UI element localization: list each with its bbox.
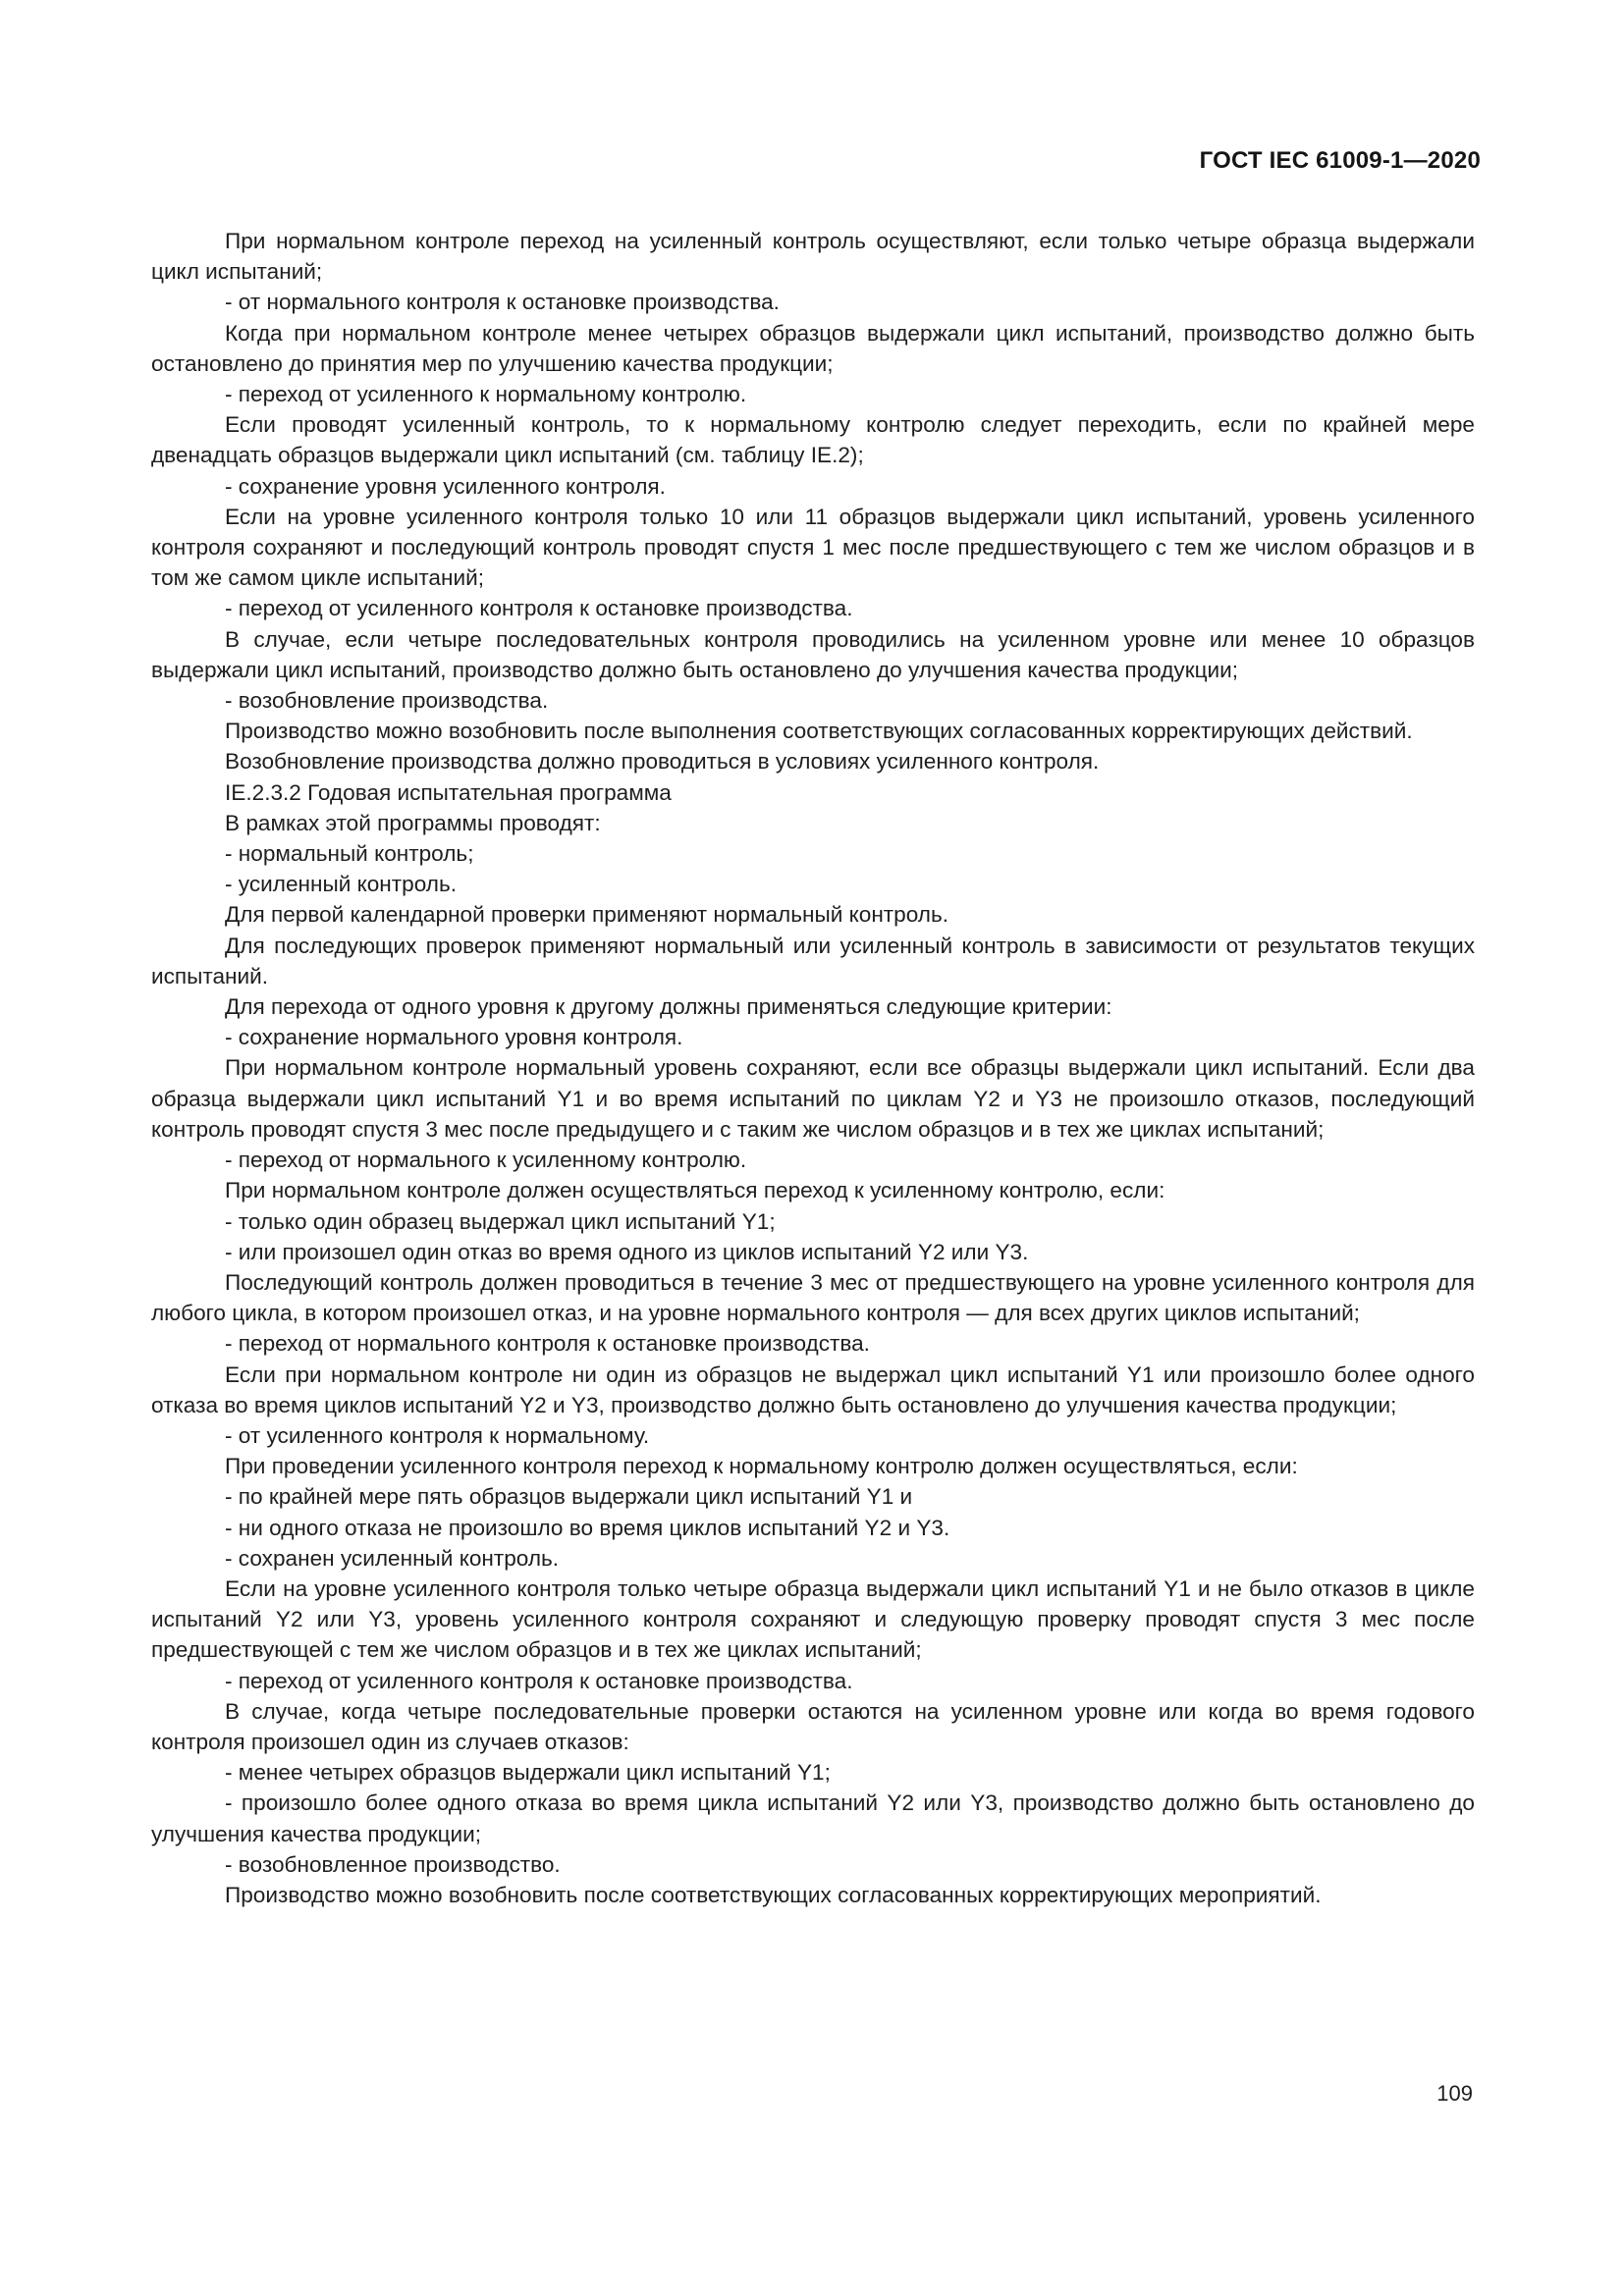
paragraph: - ни одного отказа не произошло во время циклов испытаний Y2 и Y3. [225,1515,950,1540]
paragraph: - переход от усиленного контроля к остановке производства. [225,596,853,621]
paragraph: Если проводят усиленный контроль, то к нормальному контролю следует переходить, если по крайней мере двенадцать образцов выдержали цикл испытаний (см. таблицу IE.2); [151,412,1475,468]
paragraph: При проведении усиленного контроля переход к нормальному контролю должен осуществляться, если: [225,1454,1298,1479]
paragraph: - по крайней мере пять образцов выдержали цикл испытаний Y1 и [225,1484,913,1510]
paragraph: - от усиленного контроля к нормальному. [225,1422,650,1448]
paragraph: Производство можно возобновить после выполнения соответствующих согласованных корректирующих действий. [225,719,1413,744]
paragraph: Для последующих проверок применяют нормальный или усиленный контроль в зависимости от результатов текущих испытаний. [151,933,1475,988]
paragraph: - возобновление производства. [225,688,549,714]
paragraph: Если на уровне усиленного контроля только 10 или 11 образцов выдержали цикл испытаний, уровень усиленного контроля сохраняют и последующий контроль проводят спустя 1 мес после предшествующего с тем же числом образцов и в том же самом цикле испытаний; [151,504,1475,591]
paragraph: При нормальном контроле нормальный уровень сохраняют, если все образцы выдержали цикл испытаний. Если два образца выдержали цикл испытаний Y1 и во время испытаний по циклам Y2 и Y3 не произошло отказов, последующий контроль проводят спустя 3 мес после предыдущего и с таким же числом образцов и в тех же циклах испытаний; [151,1055,1475,1142]
paragraph: - переход от усиленного к нормальному контролю. [225,382,747,407]
paragraph: В случае, когда четыре последовательные проверки остаются на усиленном уровне или когда во время годового контроля произошел один из случаев отказов: [151,1698,1475,1754]
paragraph: - произошло более одного отказа во время цикла испытаний Y2 или Y3, производство должно быть остановлено до улучшения качества продукции; [151,1790,1475,1846]
paragraph: В рамках этой программы проводят: [225,810,601,835]
paragraph: Производство можно возобновить после соответствующих согласованных корректирующих мероприятий. [225,1882,1322,1907]
paragraph: - сохранен усиленный контроль. [225,1545,560,1571]
paragraph: Когда при нормальном контроле менее четырех образцов выдержали цикл испытаний, производство должно быть остановлено до принятия мер по улучшению качества продукции; [151,320,1475,376]
paragraph: - сохранение уровня усиленного контроля. [225,473,666,499]
paragraph: - переход от нормального контроля к остановке производства. [225,1331,870,1357]
body-text [151,226,1475,1910]
paragraph: В случае, если четыре последовательных контроля проводились на усиленном уровне или менее 10 образцов выдержали цикл испытаний, производство должно быть остановлено до улучшения качества продукции; [151,626,1475,682]
paragraph: - менее четырех образцов выдержали цикл испытаний Y1; [225,1760,831,1786]
paragraph: Если на уровне усиленного контроля только четыре образца выдержали цикл испытаний Y1 и не было отказов в цикле испытаний Y2 или Y3, уровень усиленного контроля сохраняют и следующую проверку проводят спустя 3 мес после предшествующей с тем же числом образцов и в тех же циклах испытаний; [151,1575,1475,1663]
page-number: 109 [1436,2081,1473,2106]
paragraph: IE.2.3.2 Годовая испытательная программа [225,779,672,805]
paragraph: При нормальном контроле переход на усиленный контроль осуществляют, если только четыре образца выдержали цикл испытаний; [151,229,1475,285]
paragraph: - только один образец выдержал цикл испытаний Y1; [225,1208,776,1234]
paragraph: - сохранение нормального уровня контроля. [225,1025,683,1050]
paragraph: - возобновленное производство. [225,1851,561,1877]
paragraph: Для первой календарной проверки применяют нормальный контроль. [225,902,949,928]
paragraph: При нормальном контроле должен осуществляться переход к усиленному контролю, если: [225,1178,1165,1203]
paragraph: Если при нормальном контроле ни один из образцов не выдержал цикл испытаний Y1 или произошло более одного отказа во время циклов испытаний Y2 и Y3, производство должно быть остановлено до улучшения качества продукции; [151,1362,1475,1417]
paragraph: Для перехода от одного уровня к другому должны применяться следующие критерии: [225,994,1112,1020]
paragraph: Возобновление производства должно проводиться в условиях усиленного контроля. [225,749,1100,774]
paragraph: Последующий контроль должен проводиться в течение 3 мес от предшествующего на уровне усиленного контроля для любого цикла, в котором произошел отказ, и на уровне нормального контроля — для всех других циклов испытаний; [151,1269,1475,1326]
paragraph: - усиленный контроль. [225,872,457,897]
paragraph: - от нормального контроля к остановке производства. [225,290,780,315]
paragraph: - переход от нормального к усиленному контролю. [225,1148,747,1173]
paragraph: - нормальный контроль; [225,841,474,867]
paragraph: - или произошел один отказ во время одного из циклов испытаний Y2 или Y3. [225,1239,1029,1264]
paragraph: - переход от усиленного контроля к остановке производства. [225,1668,853,1693]
standard-code-header: ГОСТ IEC 61009-1—2020 [1199,147,1481,174]
